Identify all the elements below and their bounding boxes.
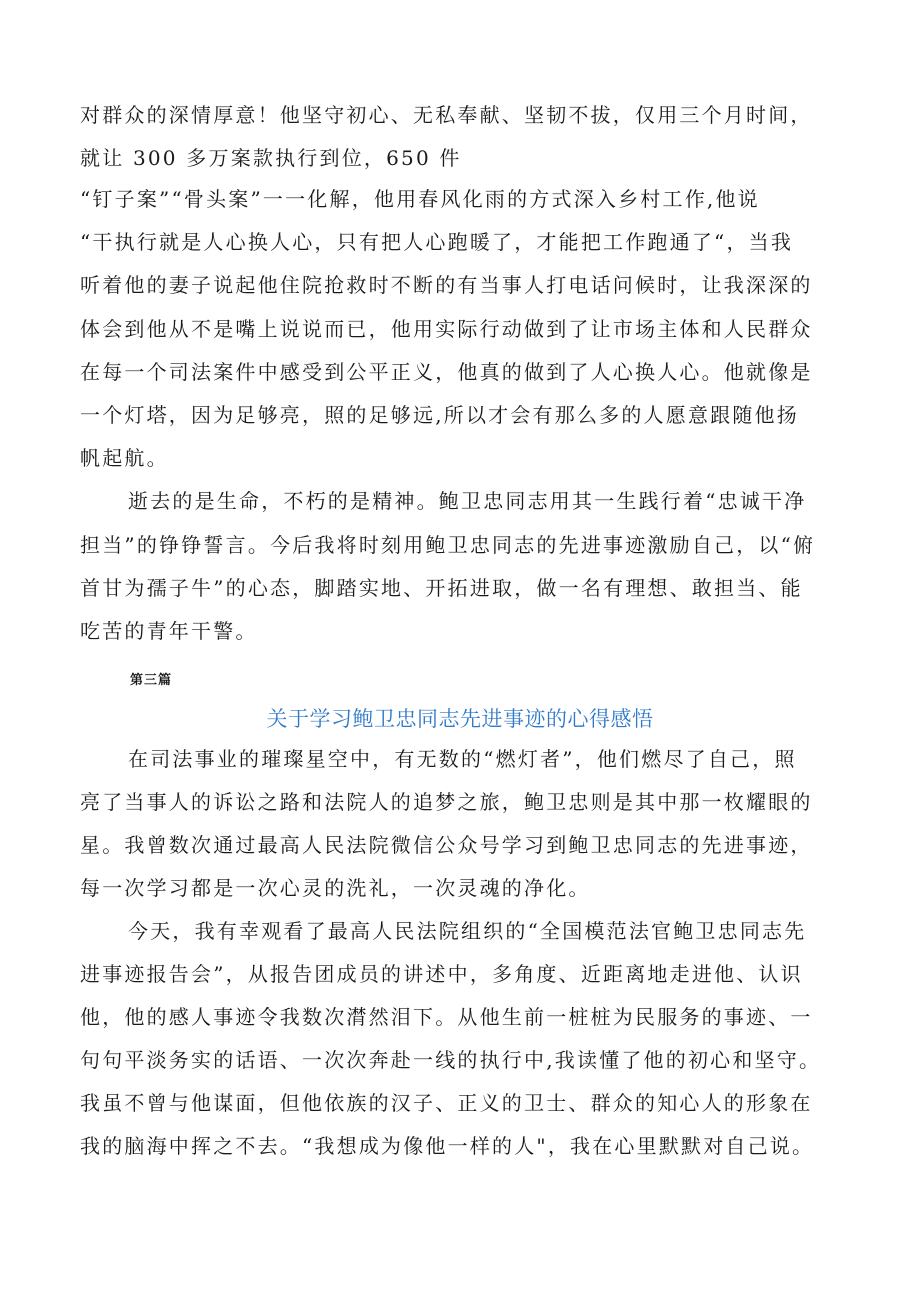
text-line: 他，他的感人事迹令我数次潸然泪下。从他生前一桩桩为民服务的事迹、一 [80,1005,813,1029]
text-line: 句句平淡务实的话语、一次次奔赴一线的执行中,我读懂了他的初心和坚守。 [80,1048,822,1072]
text-line: 逝去的是生命，不朽的是精神。鲍卫忠同志用其一生践行着“忠诚干净 [128,489,807,513]
text-line: 星。我曾数次通过最高人民法院微信公众号学习到鲍卫忠同志的先进事迹， [80,833,813,857]
text-line: 在司法事业的璀璨星空中，有无数的“燃灯者”，他们燃尽了自己，照 [128,747,797,771]
text-line: 进事迹报告会”，从报告团成员的讲述中，多角度、近距离地走进他、认识 [80,962,803,986]
text-line: 听着他的妻子说起他住院抢救时不断的有当事人打电话问候时，让我深深的 [80,273,813,297]
text-line: 就让 300 多万案款执行到位，650 件 [80,146,462,170]
section-label: 第三篇 [130,673,173,688]
text-line: 我虽不曾与他谋面，但他依族的汉子、正义的卫士、群众的知心人的形象在 [80,1091,813,1115]
text-line: 每一次学习都是一次心灵的洗礼，一次灵魂的净化。 [80,876,591,900]
text-line: 一个灯塔，因为足够亮，照的足够远,所以才会有那么多的人愿意跟随他扬 [80,403,799,427]
text-line: 帆起航。 [80,446,169,470]
text-line: 体会到他从不是嘴上说说而已，他用实际行动做到了让市场主体和人民群众 [80,317,813,341]
article-title: 关于学习鲍卫忠同志先进事迹的心得感悟 [266,707,654,731]
text-line: 亮了当事人的诉讼之路和法院人的追梦之旅，鲍卫忠则是其中那一枚耀眼的 [80,790,813,814]
text-line: 担当”的铮铮誓言。今后我将时刻用鲍卫忠同志的先进事迹激励自己，以“俯 [80,533,816,557]
text-line: “干执行就是人心换人心，只有把人心跑暖了，才能把工作跑通了“，当我 [80,230,794,254]
text-line: 首甘为孺子牛”的心态，脚踏实地、开拓进取，做一名有理想、敢担当、能 [80,576,803,600]
text-line: 今天，我有幸观看了最高人民法院组织的“全国模范法官鲍卫忠同志先 [128,919,807,943]
text-line: 在每一个司法案件中感受到公平正义，他真的做到了人心换人心。他就像是 [80,360,813,384]
text-line: 吃苦的青年干警。 [80,619,258,643]
text-line: 对群众的深情厚意！他坚守初心、无私奉献、坚韧不拔，仅用三个月时间， [80,103,813,127]
text-line: 我的脑海中挥之不去。“我想成为像他一样的人"，我在心里默默对自己说。 [80,1134,815,1158]
text-line: “钉子案”“骨头案”一一化解，他用春风化雨的方式深入乡村工作,他说 [80,187,760,211]
